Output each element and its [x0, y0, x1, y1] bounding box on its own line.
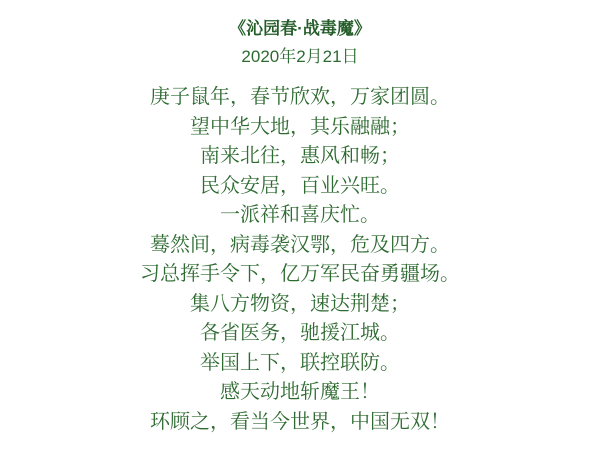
poem-line: 集八方物资，速达荆楚；: [190, 292, 410, 315]
poem-title: 《沁园春·战毒魔》: [229, 19, 371, 38]
poem-line: 环顾之，看当今世界，中国无双！: [150, 410, 450, 433]
poem-line: 举国上下，联控联防。: [200, 351, 400, 374]
poem-line: 习总挥手令下，亿万军民奋勇疆场。: [140, 263, 460, 285]
poem-line: 南来北往，惠风和畅；: [200, 145, 400, 167]
poem-line: 民众安居，百业兴旺。: [200, 174, 400, 197]
poem-date: 2020年2月21日: [241, 47, 359, 66]
poem-body: [0, 83, 600, 437]
poem-line: 各省医务，驰援江城。: [200, 322, 400, 344]
poem-line: 庚子鼠年，春节欣欢，万家团圆。: [150, 86, 450, 108]
poem-line: 望中华大地，其乐融融；: [190, 115, 410, 138]
poem-line: 一派祥和喜庆忙。: [220, 204, 380, 226]
poem-line: 感天动地斩魔王！: [220, 381, 380, 403]
poem-line: 蓦然间，病毒袭汉鄂，危及四方。: [150, 233, 450, 256]
